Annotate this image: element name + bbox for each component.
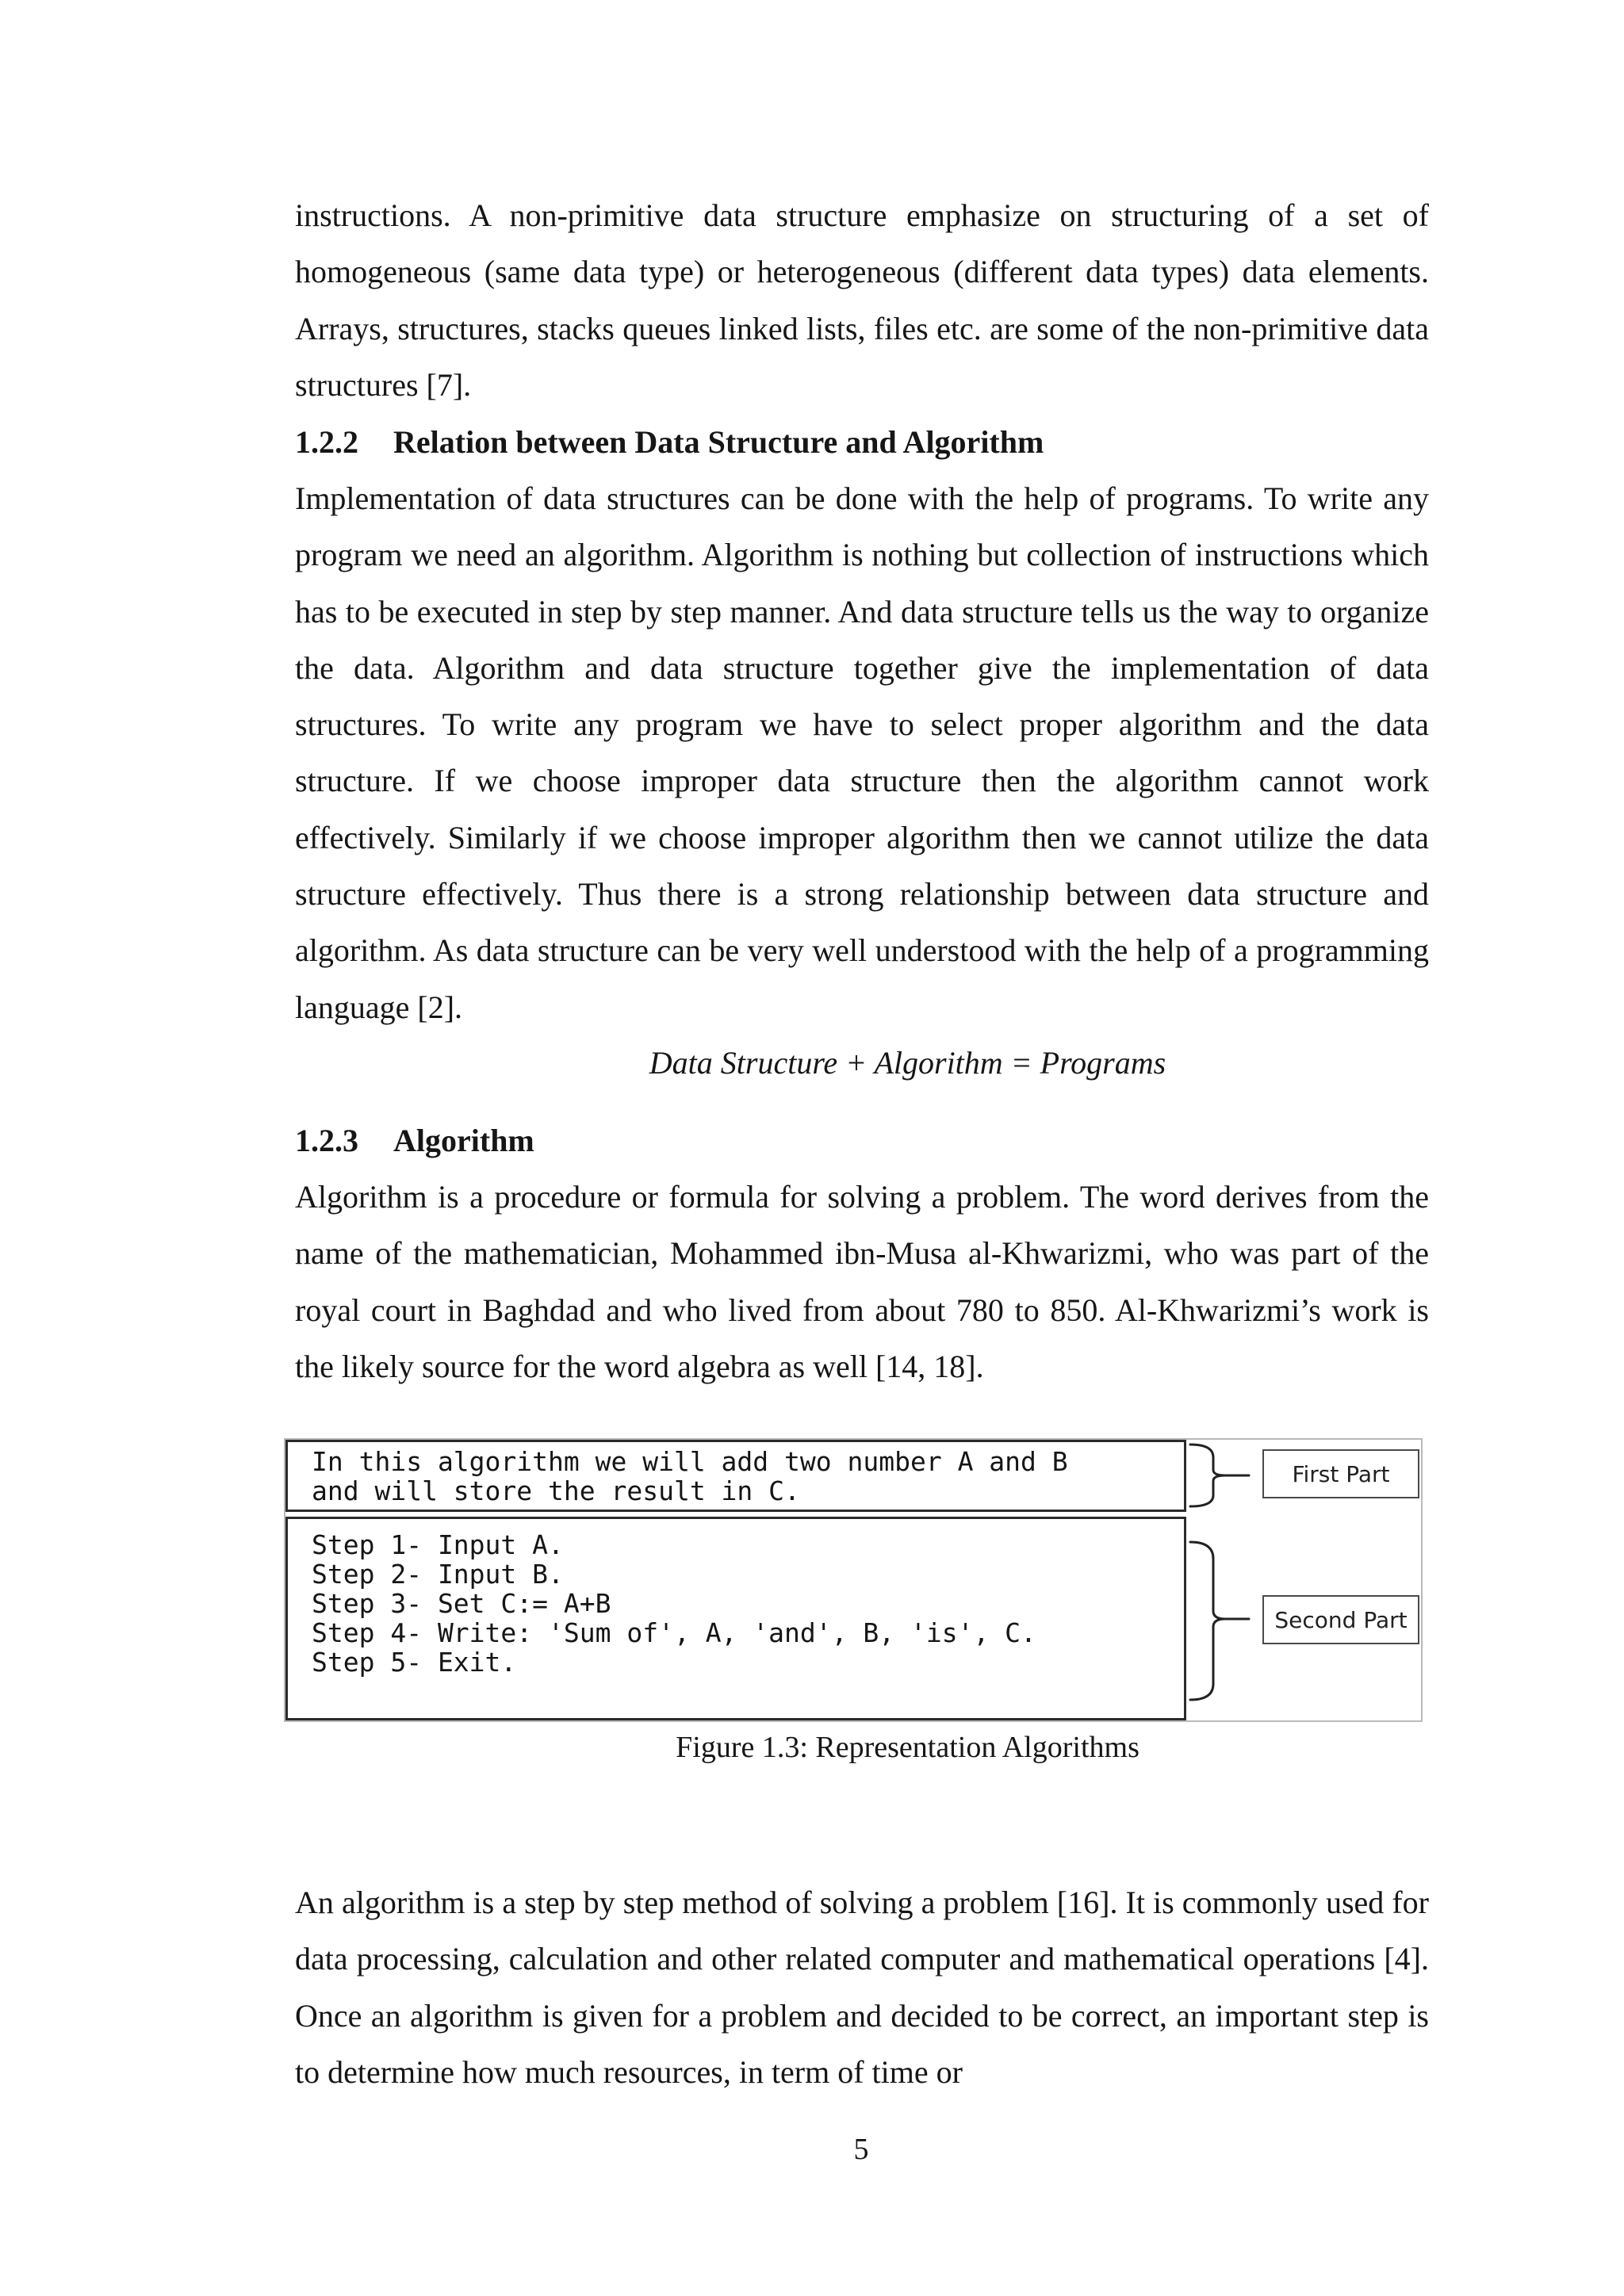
section-number: 1.2.2 <box>295 424 358 460</box>
brace-connectors <box>285 1440 1421 1720</box>
paragraph-after-figure: An algorithm is a step by step method of solving a problem [16]. It is commonly used for data processing, calculation and other related computer and mathematical operations [4]. Once an algorithm is given for a problem and decided to be correct, an important step is to determine how much resources, in term of time or <box>295 1885 1429 2090</box>
section-title: Algorithm <box>393 1123 534 1158</box>
section-heading-1-2-2 <box>295 414 1044 470</box>
figure-caption: Figure 1.3: Representation Algorithms <box>676 1731 1139 1764</box>
figure-algorithm-representation <box>284 1438 1423 1722</box>
paragraph-continuation: instructions. A non-primitive data structure emphasize on structuring of a set of homogeneous (same data type) or heterogeneous (different data types) data elements. Arrays, structures, stacks queues linked lists, files etc. are some of the non-primitive data structures [7]. <box>295 197 1429 403</box>
code-line: Step 4- Write: 'Sum of', A, 'and', B, 'is', C. <box>312 1617 1036 1648</box>
paragraph-relation: Implementation of data structures can be done with the help of programs. To write any program we need an algorithm. Algorithm is nothing but collection of instructions which has to be executed in step by step manner. And data structure tells us the way to organize the data. Algorithm and data structure together give the implementation of data structures. To write any program we have to select proper algorithm and the data structure. If we choose improper data structure then the algorithm cannot work effectively. Similarly if we choose improper algorithm then we cannot utilize the data structure effectively. Thus there is a strong relationship between data structure and algorithm. As data structure can be very well understood with the help of a programming language [2]. <box>295 480 1429 1025</box>
paragraph-algorithm: Algorithm is a procedure or formula for solving a problem. The word derives from the name of the mathematician, Mohammed ibn-Musa al-Khwarizmi, who was part of the royal court in Baghdad and who lived from about 780 to 850. Al-Khwarizmi’s work is the likely source for the word algebra as well [14, 18]. <box>295 1179 1429 1384</box>
code-line: Step 2- Input B. <box>312 1559 564 1590</box>
code-line: In this algorithm we will add two number A and B <box>312 1446 1068 1477</box>
code-line: Step 5- Exit. <box>312 1647 517 1678</box>
section-title: Relation between Data Structure and Algorithm <box>393 424 1044 460</box>
section-number: 1.2.3 <box>295 1123 358 1158</box>
section-heading-1-2-3 <box>295 1112 534 1169</box>
label-second-part: Second Part <box>1262 1595 1419 1644</box>
equation-formula: Data Structure + Algorithm = Programs <box>649 1045 1166 1081</box>
first-part-brace <box>1190 1445 1225 1506</box>
code-line: Step 1- Input A. <box>312 1529 564 1560</box>
second-part-brace <box>1190 1542 1225 1700</box>
code-line: Step 3- Set C:= A+B <box>312 1588 611 1619</box>
label-first-part: First Part <box>1262 1449 1419 1498</box>
code-line: and will store the result in C. <box>312 1475 800 1506</box>
page-number: 5 <box>853 2133 869 2166</box>
